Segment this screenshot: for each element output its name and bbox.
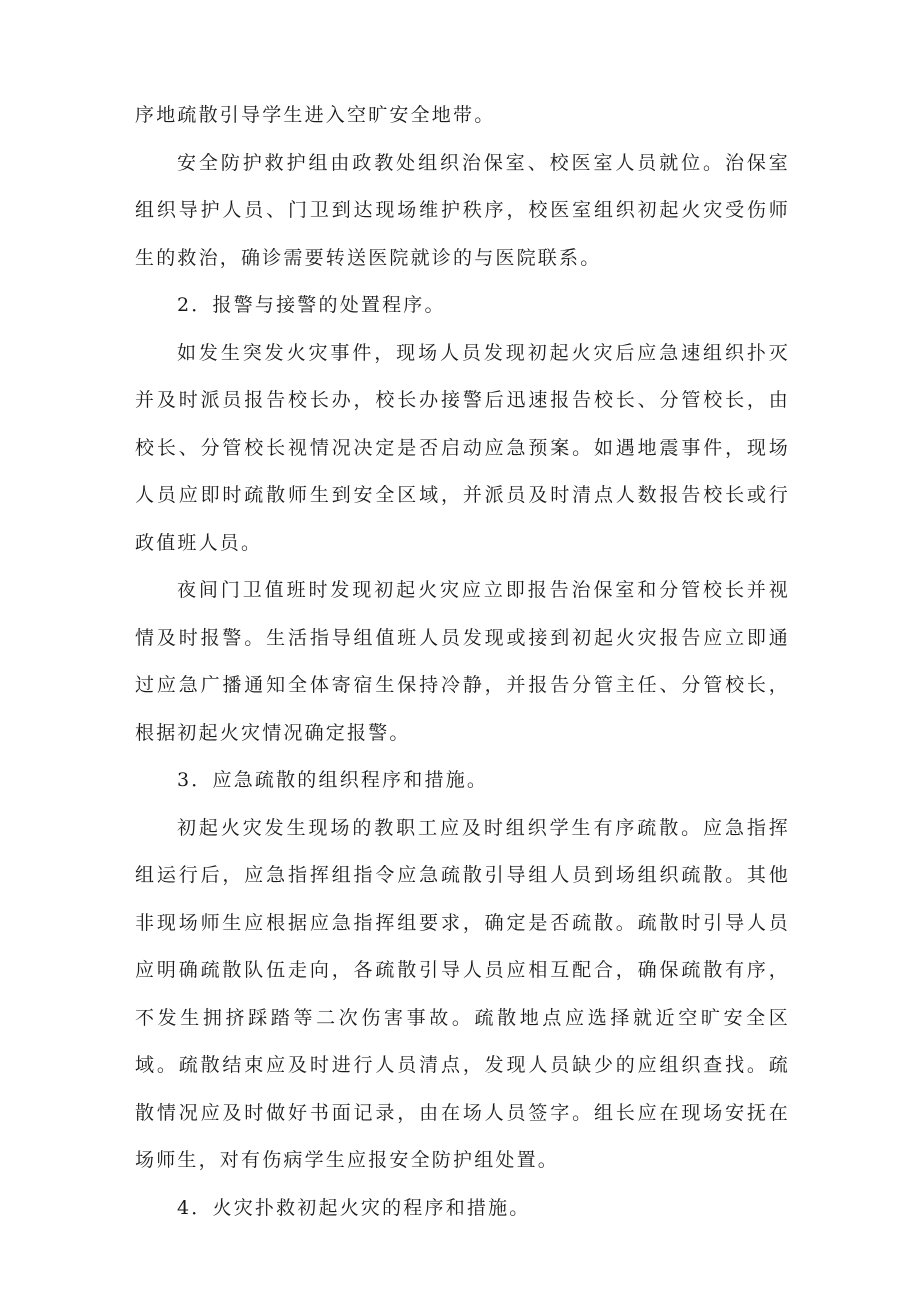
paragraph-safety-rescue-group: 安全防护救护组由政教处组织治保室、校医室人员就位。治保室组织导护人员、门卫到达现场维护秩序，校医室组织初起火灾受伤师生的救治，确诊需要转送医院就诊的与医院联系。 <box>135 151 790 269</box>
paragraph-evacuation: 初起火灾发生现场的教职工应及时组织学生有序疏散。应急指挥组运行后，应急指挥组指令应急疏散引导组人员到场组织疏散。其他非现场师生应根据应急指挥组要求，确定是否疏散。疏散时引导人员应明确疏散队伍走向，各疏散引导人员应相互配合，确保疏散有序，不发生拥挤踩踏等二次伤害事故。疏散地点应选择就近空旷安全区域。疏散结束应及时进行人员清点，发现人员缺少的应组织查找。疏散情况应及时做好书面记录，由在场人员签字。组长应在现场安抚在场师生，对有伤病学生应报安全防护组处置。 <box>135 816 790 1171</box>
paragraph-night-duty: 夜间门卫值班时发现初起火灾应立即报告治保室和分管校长并视情及时报警。生活指导组值班人员发现或接到初起火灾报告应立即通过应急广播通知全体寄宿生保持冷静，并报告分管主任、分管校长，根据初起火灾情况确定报警。 <box>135 579 790 744</box>
section-heading-4: 4．火灾扑救初起火灾的程序和措施。 <box>177 1196 531 1219</box>
paragraph-fire-report: 如发生突发火灾事件，现场人员发现初起火灾后应急速组织扑灭并及时派员报告校长办，校长办接警后迅速报告校长、分管校长，由校长、分管校长视情况决定是否启动应急预案。如遇地震事件，现场人员应即时疏散师生到安全区域，并派员及时清点人数报告校长或行政值班人员。 <box>135 341 790 554</box>
paragraph-continuation: 序地疏散引导学生进入空旷安全地带。 <box>135 104 496 126</box>
document-body <box>135 92 790 1232</box>
section-heading-3: 3．应急疏散的组织程序和措施。 <box>177 769 489 791</box>
section-heading-2: 2．报警与接警的处置程序。 <box>177 294 446 316</box>
